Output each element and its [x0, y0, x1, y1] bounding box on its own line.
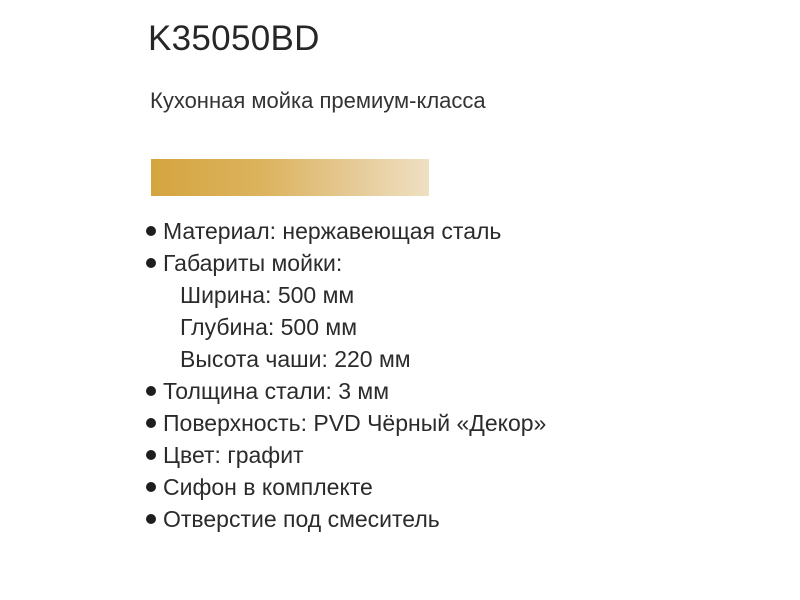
spec-item-siphon — [146, 471, 546, 503]
spec-subitem-bowl-height — [146, 343, 546, 375]
bullet-icon — [146, 482, 156, 492]
gold-accent-bar — [151, 159, 429, 196]
spec-item-thickness — [146, 375, 546, 407]
bullet-icon — [146, 450, 156, 460]
bullet-icon — [146, 226, 156, 236]
spec-subitem-depth — [146, 311, 546, 343]
spec-text: Отверстие под смеситель — [163, 506, 440, 532]
spec-text: Высота чаши: 220 мм — [180, 346, 411, 372]
bullet-icon — [146, 258, 156, 268]
bullet-icon — [146, 386, 156, 396]
spec-text: Сифон в комплекте — [163, 474, 373, 500]
spec-text: Материал: нержавеющая сталь — [163, 218, 502, 244]
bullet-icon — [146, 418, 156, 428]
product-subtitle: Кухонная мойка премиум-класса — [150, 88, 486, 113]
bullet-icon — [146, 514, 156, 524]
spec-text: Цвет: графит — [163, 442, 304, 468]
spec-item-faucet-hole — [146, 503, 546, 535]
spec-text: Толщина стали: 3 мм — [163, 378, 390, 404]
spec-text: Габариты мойки: — [163, 250, 343, 276]
spec-text: Глубина: 500 мм — [180, 314, 358, 340]
spec-list — [146, 215, 546, 535]
spec-text: Ширина: 500 мм — [180, 282, 355, 308]
spec-item-color — [146, 439, 546, 471]
product-model-title: K35050BD — [148, 19, 320, 58]
spec-item-surface — [146, 407, 546, 439]
spec-subitem-width — [146, 279, 546, 311]
spec-item-dimensions — [146, 247, 546, 279]
spec-item-material — [146, 215, 546, 247]
spec-text: Поверхность: PVD Чёрный «Декор» — [163, 410, 547, 436]
